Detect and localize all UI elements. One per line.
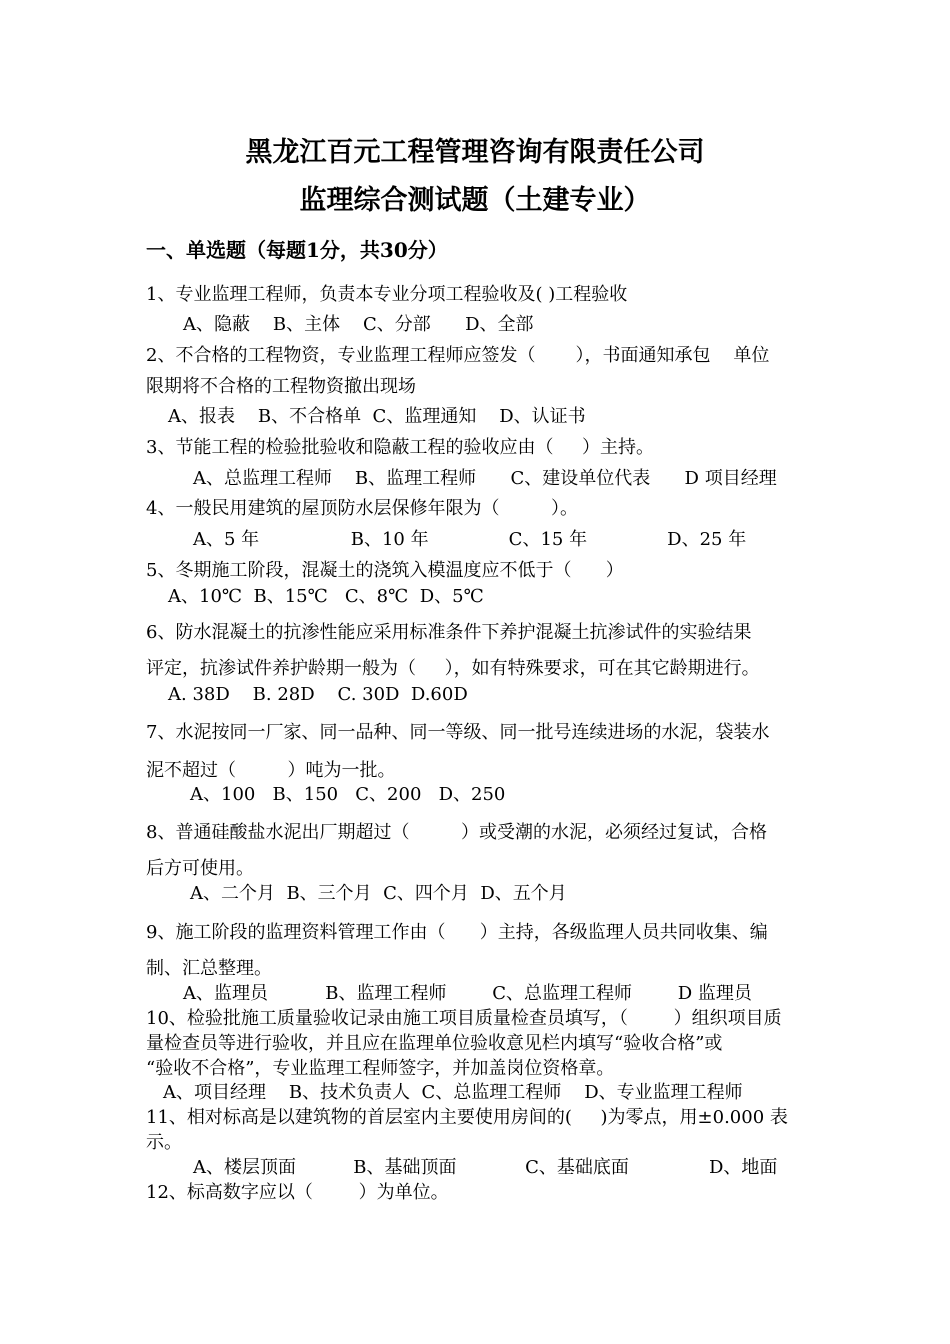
question-2-cont: 限期将不合格的工程物资撤出现场 <box>146 376 416 397</box>
question-10-cont-1: 量检查员等进行验收，并且应在监理单位验收意见栏内填写“验收合格”或 <box>146 1033 723 1054</box>
options-6: A. 38D B. 28D C. 30D D.60D <box>168 684 468 705</box>
options-3: A、总监理工程师 B、监理工程师 C、建设单位代表 D 项目经理 <box>193 468 777 489</box>
question-6: 6、防水混凝土的抗渗性能应采用标准条件下养护混凝土抗渗试件的实验结果 <box>146 622 752 643</box>
question-10: 10、检验批施工质量验收记录由施工项目质量检查员填写，（ ）组织项目质 <box>146 1008 782 1029</box>
question-2: 2、不合格的工程物资，专业监理工程师应签发（ ），书面通知承包 单位 <box>146 345 770 366</box>
question-7: 7、水泥按同一厂家、同一品种、同一等级、同一批号连续进场的水泥，袋装水 <box>146 722 770 743</box>
question-3: 3、节能工程的检验批验收和隐蔽工程的验收应由（ ）主持。 <box>146 437 655 458</box>
section-heading: 一、单选题（每题1分，共30分） <box>146 238 448 262</box>
question-7-cont: 泥不超过（ ）吨为一批。 <box>146 760 396 781</box>
question-8: 8、普通硅酸盐水泥出厂期超过（ ）或受潮的水泥，必须经过复试，合格 <box>146 822 767 843</box>
question-8-cont: 后方可使用。 <box>146 858 254 879</box>
question-5: 5、冬期施工阶段，混凝土的浇筑入模温度应不低于（ ） <box>146 560 624 581</box>
options-11: A、楼层顶面 B、基础顶面 C、基础底面 D、地面 <box>193 1157 778 1178</box>
options-8: A、二个月 B、三个月 C、四个月 D、五个月 <box>190 883 567 904</box>
options-1: A、隐蔽 B、主体 C、分部 D、全部 <box>183 314 534 335</box>
question-11: 11、相对标高是以建筑物的首层室内主要使用房间的( )为零点，用±0.000 表 <box>146 1107 788 1128</box>
question-9-cont: 制、汇总整理。 <box>146 958 272 979</box>
question-9: 9、施工阶段的监理资料管理工作由（ ）主持，各级监理人员共同收集、编 <box>146 922 768 943</box>
question-12: 12、标高数字应以（ ）为单位。 <box>146 1182 449 1203</box>
question-11-cont: 示。 <box>146 1132 182 1153</box>
question-4: 4、一般民用建筑的屋顶防水层保修年限为（ ）。 <box>146 498 578 519</box>
question-6-cont: 评定，抗渗试件养护龄期一般为（ ），如有特殊要求，可在其它龄期进行。 <box>146 658 760 679</box>
options-4: A、5 年 B、10 年 C、15 年 D、25 年 <box>193 529 747 550</box>
options-2: A、报表 B、不合格单 C、监理通知 D、认证书 <box>168 406 586 427</box>
company-name: 黑龙江百元工程管理咨询有限责任公司 <box>245 137 705 168</box>
options-7: A、100 B、150 C、200 D、250 <box>190 784 506 805</box>
question-10-cont-2: “验收不合格”，专业监理工程师签字，并加盖岗位资格章。 <box>146 1058 615 1079</box>
options-5: A、10℃ B、15℃ C、8℃ D、5℃ <box>168 586 484 607</box>
options-9: A、监理员 B、监理工程师 C、总监理工程师 D 监理员 <box>183 983 752 1004</box>
options-10: A、项目经理 B、技术负责人 C、总监理工程师 D、专业监理工程师 <box>163 1082 743 1103</box>
question-1: 1、专业监理工程师，负责本专业分项工程验收及( )工程验收 <box>146 284 628 305</box>
exam-title: 监理综合测试题（土建专业） <box>299 185 651 216</box>
